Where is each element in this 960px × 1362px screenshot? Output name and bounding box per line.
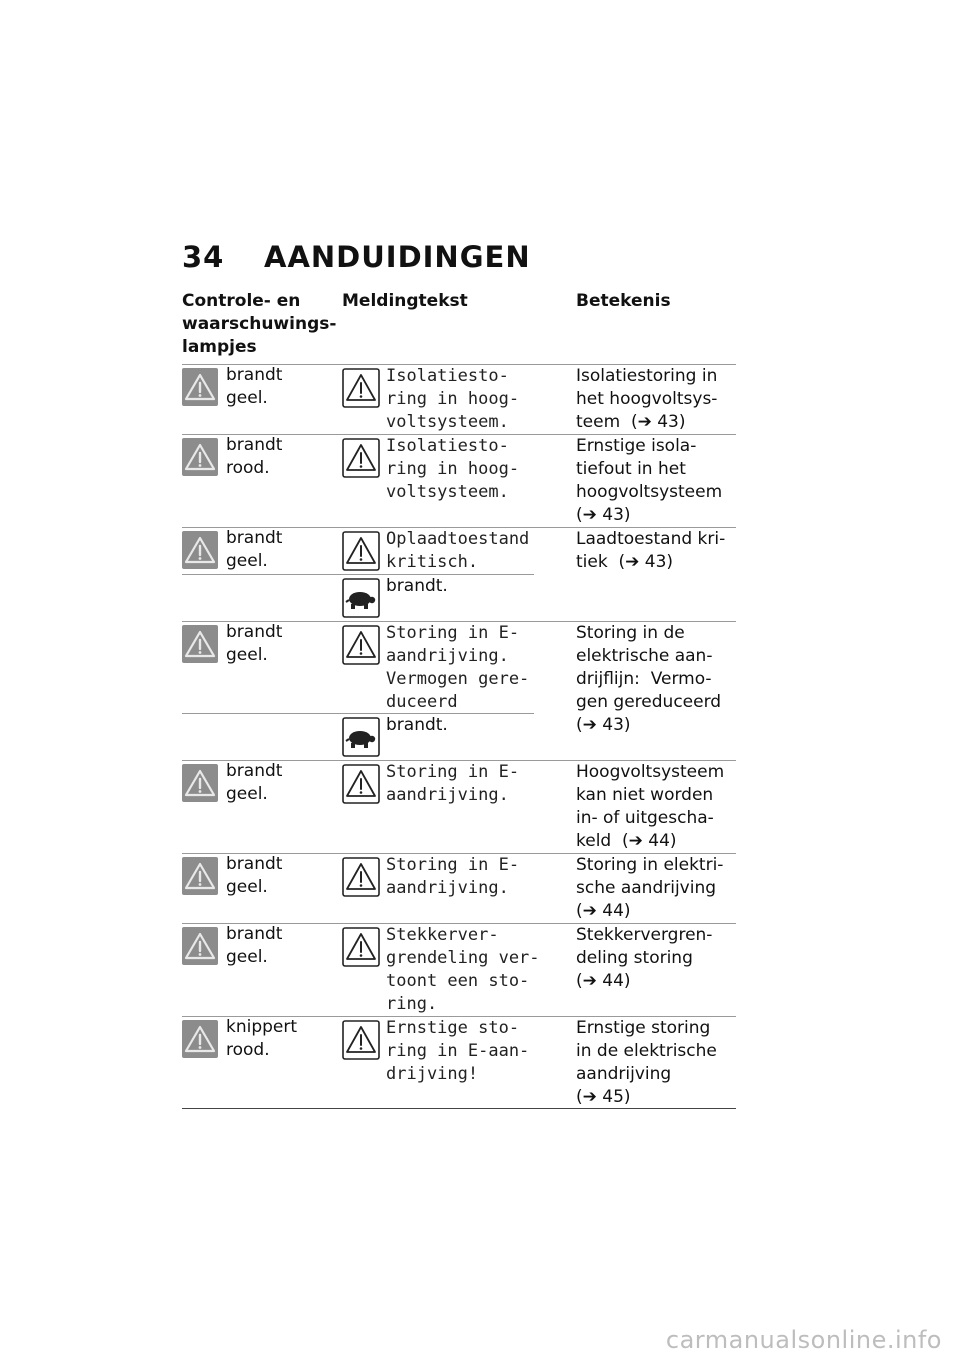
warning-triangle-outline-icon bbox=[342, 625, 380, 665]
warning-triangle-icon bbox=[182, 438, 218, 476]
warning-triangle-outline-icon bbox=[342, 1020, 380, 1060]
warning-triangle-outline-icon bbox=[342, 368, 380, 408]
table-rule bbox=[182, 574, 534, 575]
lamp-status: brandt geel. bbox=[226, 854, 283, 897]
lamp-status: brandt geel. bbox=[226, 528, 283, 571]
sub-message-text: brandt. bbox=[386, 715, 448, 735]
warning-triangle-icon bbox=[182, 927, 218, 965]
meaning-text: Ernstige isola- tiefout in het hoogvoltsysteem (➔ 43) bbox=[576, 436, 723, 525]
page-number: 34 bbox=[182, 240, 225, 274]
warning-triangle-icon bbox=[182, 531, 218, 569]
lamp-status: brandt geel. bbox=[226, 622, 283, 665]
page-title: AANDUIDINGEN bbox=[264, 240, 531, 274]
table-rule bbox=[182, 713, 534, 714]
meaning-text: Stekkervergren- deling storing (➔ 44) bbox=[576, 925, 713, 991]
warning-triangle-outline-icon bbox=[342, 857, 380, 897]
warning-triangle-icon bbox=[182, 1020, 218, 1058]
message-text: Oplaadtoestand kritisch. bbox=[386, 529, 530, 572]
message-text: Stekkerver- grendeling ver- toont een sto- ring. bbox=[386, 925, 540, 1014]
warning-triangle-outline-icon bbox=[342, 764, 380, 804]
meaning-text: Isolatiestoring in het hoogvoltsys- teem (➔ 43) bbox=[576, 366, 718, 432]
warning-triangle-icon bbox=[182, 368, 218, 406]
meaning-text: Hoogvoltsysteem kan niet worden in- of uitgescha- keld (➔ 44) bbox=[576, 762, 725, 851]
watermark: carmanualsonline.info bbox=[665, 1326, 942, 1354]
meaning-text: Laadtoestand kri- tiek (➔ 43) bbox=[576, 529, 726, 572]
warning-triangle-icon bbox=[182, 625, 218, 663]
warning-triangle-icon bbox=[182, 764, 218, 802]
warning-triangle-outline-icon bbox=[342, 927, 380, 967]
column-header-message: Meldingtekst bbox=[342, 291, 468, 311]
warning-triangle-outline-icon bbox=[342, 438, 380, 478]
lamp-status: brandt geel. bbox=[226, 761, 283, 804]
lamp-status: brandt geel. bbox=[226, 924, 283, 967]
meaning-text: Storing in de elektrische aan- drijflijn: Vermo- gen gereduceerd (➔ 43) bbox=[576, 623, 722, 735]
column-header-meaning: Betekenis bbox=[576, 291, 671, 311]
message-text: Ernstige sto- ring in E-aan- drijving! bbox=[386, 1018, 530, 1084]
page-header bbox=[182, 240, 531, 274]
lamp-status: brandt geel. bbox=[226, 365, 283, 408]
message-text: Isolatiesto- ring in hoog- voltsysteem. bbox=[386, 366, 520, 432]
column-header-lamps: Controle- en waarschuwings- lampjes bbox=[182, 291, 337, 357]
turtle-icon bbox=[342, 578, 380, 618]
table-rule bbox=[182, 1108, 736, 1109]
meaning-text: Storing in elektri- sche aandrijving (➔ 44) bbox=[576, 855, 724, 921]
meaning-text: Ernstige storing in de elektrische aandrijving (➔ 45) bbox=[576, 1018, 717, 1107]
warning-triangle-icon bbox=[182, 857, 218, 895]
message-text: Storing in E- aandrijving. Vermogen gere- duceerd bbox=[386, 623, 530, 712]
warning-triangle-outline-icon bbox=[342, 531, 380, 571]
lamp-status: knippert rood. bbox=[226, 1017, 298, 1060]
sub-message-text: brandt. bbox=[386, 576, 448, 596]
message-text: Storing in E- aandrijving. bbox=[386, 762, 520, 805]
message-text: Storing in E- aandrijving. bbox=[386, 855, 520, 898]
message-text: Isolatiesto- ring in hoog- voltsysteem. bbox=[386, 436, 520, 502]
lamp-status: brandt rood. bbox=[226, 435, 283, 478]
turtle-icon bbox=[342, 717, 380, 757]
